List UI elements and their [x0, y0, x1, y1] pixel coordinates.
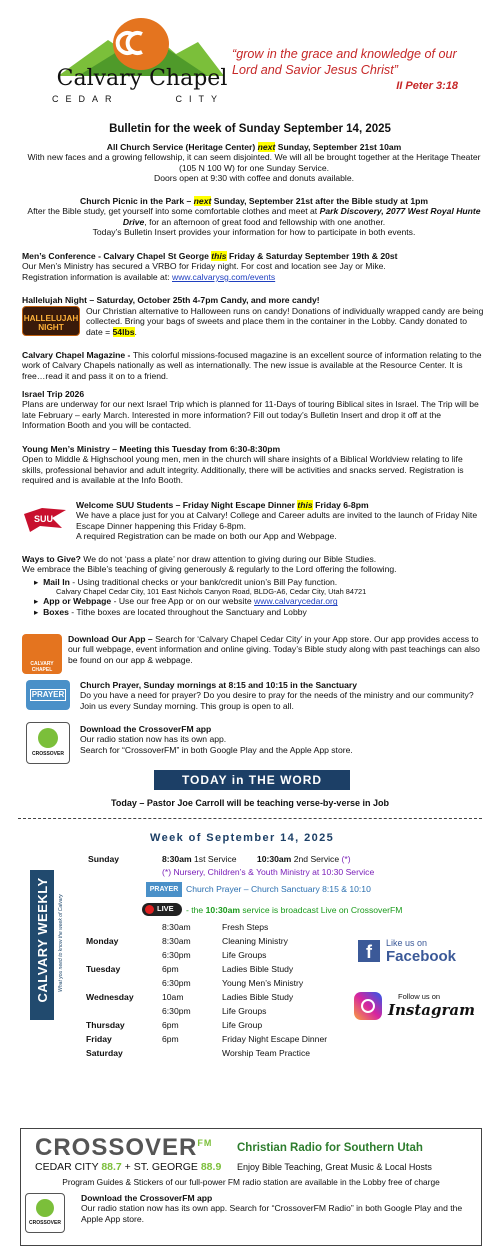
- schedule-day: Friday: [86, 1034, 112, 1044]
- instagram-icon: [354, 992, 382, 1020]
- schedule-time: 8:30am: [162, 936, 191, 946]
- crossover-footer: [20, 1128, 482, 1246]
- freq-cedar: CEDAR CITY: [35, 1161, 102, 1173]
- suu-body: We have a place just for you at Calvary! College and Career adults are invited to the launch of Friday Nite Escape Dinner happening this Friday 6-8pm.: [76, 510, 478, 531]
- giving-app-text: - Use our free App or on our website: [111, 596, 255, 607]
- live-badge: [142, 903, 182, 916]
- all-church-head: All Church Service (Heritage Center): [106, 142, 258, 152]
- schedule-day: [86, 922, 162, 936]
- all-church-date: Sunday, September 21st 10am: [275, 142, 402, 152]
- giving-section: [22, 554, 486, 617]
- bulletin-title: Bulletin for the week of Sunday September 14, 2025: [109, 123, 391, 135]
- schedule-day: Thursday: [86, 1020, 125, 1030]
- live-line-c: service is broadcast Live on CrossoverFM: [240, 905, 403, 915]
- schedule-day: [86, 950, 162, 964]
- giving-p2: We embrace the Bible’s teaching of giving generously & regularly to the Lord offering the following.: [22, 564, 397, 575]
- schedule-event: Cleaning Ministry: [222, 936, 288, 946]
- hallelujah-logo: [22, 306, 80, 336]
- sunday-time-2: 10:30am: [256, 854, 292, 864]
- schedule-event: Fresh Steps: [222, 922, 269, 932]
- schedule-row: [86, 936, 362, 950]
- schedule-row: [86, 950, 362, 964]
- crossover-tagline: Christian Radio for Southern Utah: [237, 1142, 423, 1154]
- sunday-service-1: 1st Service: [191, 854, 237, 864]
- schedule-event: Friday Night Escape Dinner: [222, 1034, 328, 1044]
- hallelujah-head: Hallelujah Night – Saturday, October 25th 4-7pm Candy, and more candy!: [22, 295, 320, 305]
- schedule-row: [86, 922, 362, 936]
- giving-mail-text: - Using traditional checks or your bank/credit union’s Bill Pay function.: [69, 576, 338, 587]
- crossover-brand: [35, 1133, 212, 1162]
- schedule-row: [86, 1006, 362, 1020]
- prayer-icon: [26, 680, 70, 710]
- mens-conference-section: [22, 251, 486, 282]
- schedule-event: Life Groups: [222, 1006, 267, 1016]
- schedule-row: [86, 992, 362, 1006]
- schedule-event: Ladies Bible Study: [222, 992, 294, 1002]
- weekly-sidebar: [30, 870, 54, 1020]
- magazine-section: [22, 350, 486, 381]
- picnic-place: Park Discovery, 2077 West Royal Hunte Drive: [122, 206, 481, 227]
- schedule-row: [86, 964, 362, 978]
- picnic-body-end: , for an afternoon of great food and fellowship with one another.: [144, 216, 386, 227]
- instagram-name: Instagram: [388, 1001, 475, 1019]
- crossover-app-head: Download the CrossoverFM app: [80, 724, 212, 734]
- download-app-head: Download Our App –: [68, 634, 156, 644]
- schedule-event: Young Men’s Ministry: [222, 978, 304, 988]
- crossover-brand-text: CROSSOVER: [35, 1134, 198, 1161]
- schedule-time: 6pm: [162, 964, 179, 974]
- sunday-time-1: 8:30am: [162, 854, 192, 864]
- footer-app-circle-icon: [36, 1199, 54, 1217]
- schedule-event: Life Group: [222, 1020, 263, 1030]
- picnic-section: [22, 196, 486, 238]
- sunday-star: (*): [341, 854, 351, 864]
- picnic-next: next: [193, 196, 212, 206]
- mens-conf-head: Men’s Conference - Calvary Chapel St George: [22, 251, 212, 261]
- schedule-event: Ladies Bible Study: [222, 964, 294, 974]
- giving-app: ▸ App or Webpage - Use our free App or on our website www.calvarycedar.org: [34, 596, 338, 607]
- schedule-time: 10am: [162, 992, 184, 1002]
- suu-head: Welcome SUU Students – Friday Night Escape Dinner: [76, 500, 298, 510]
- logo-name: Calvary Chapel: [56, 66, 228, 91]
- weekly-side-sub: What you need to know the week of Calvary: [57, 894, 64, 992]
- freq-stg: ST. GEORGE: [133, 1161, 201, 1173]
- crossover-app-icon-text: CROSSOVER: [32, 751, 64, 757]
- freq-cedar-num: 88.7: [101, 1161, 122, 1173]
- young-men-head: Young Men’s Ministry – Meeting this Tuesday from 6:30-8:30pm: [22, 444, 281, 454]
- crossover-fm: FM: [197, 1138, 213, 1148]
- mens-conf-reg: Registration information is available at:: [22, 271, 172, 282]
- schedule-time: 8:30am: [162, 922, 191, 932]
- israel-head: Israel Trip 2026: [22, 389, 85, 399]
- download-app-section: [68, 634, 486, 665]
- crossover-app-body: Our radio station now has its own app.: [80, 734, 227, 745]
- all-church-next: next: [257, 142, 276, 152]
- giving-p1: We do not ‘pass a plate’ nor draw attention to giving during our Bible Studies.: [80, 554, 377, 564]
- footer-app-icon-text: CROSSOVER: [29, 1220, 61, 1226]
- divider: [18, 818, 482, 819]
- crossover-sub: Enjoy Bible Teaching, Great Music & Local Hosts: [237, 1162, 432, 1172]
- giving-head: Ways to Give?: [22, 554, 81, 564]
- mens-conf-link[interactable]: www.calvarysg.com/events: [172, 271, 276, 282]
- giving-boxes-label: Boxes: [43, 606, 69, 617]
- giving-boxes-text: - Tithe boxes are located throughout the Sanctuary and Lobby: [68, 606, 307, 617]
- logo: [48, 10, 228, 106]
- schedule-time: 6pm: [162, 1034, 179, 1044]
- prayer-head: Church Prayer, Sunday mornings at 8:15 and 10:15 in the Sanctuary: [80, 680, 357, 690]
- schedule-event: Worship Team Practice: [222, 1048, 311, 1058]
- schedule-day: [86, 978, 162, 992]
- giving-website-link[interactable]: www.calvarycedar.org: [254, 596, 338, 607]
- verse-text: “grow in the grace and knowledge of our Lord and Savior Jesus Christ”: [232, 47, 457, 78]
- israel-body: Plans are underway for our next Israel Trip which is planned for 11-Days of touring Biblical sites in Israel. The Trip will be late February – early March. Interested in more information? Fill out today’s Bulletin Insert and drop it off at the Information Booth and you will be contacted.: [22, 399, 479, 431]
- weekly-side-title: CALVARY WEEKLY: [35, 877, 51, 1003]
- live-dot-icon: [145, 905, 154, 914]
- crossover-app-circle-icon: [38, 728, 58, 748]
- instagram-follow: Follow us on: [398, 992, 441, 1001]
- facebook-badge[interactable]: [358, 938, 468, 972]
- picnic-body: After the Bible study, get yourself into some comfortable clothes and meet at: [27, 206, 320, 217]
- crossover-app-body2: Search for “CrossoverFM” in both Google Play and the Apple App store.: [80, 744, 353, 755]
- prayer-line: Church Prayer – Church Sanctuary 8:15 & 10:10: [186, 884, 371, 894]
- sunday-services: [162, 854, 482, 864]
- prayer-icon-text: PRAYER: [31, 690, 65, 699]
- magazine-head: Calvary Chapel Magazine -: [22, 350, 133, 360]
- suu-logo: [22, 504, 68, 534]
- schedule-day: [86, 1006, 162, 1020]
- facebook-name: Facebook: [386, 948, 457, 965]
- schedule-day: Saturday: [86, 1048, 123, 1058]
- all-church-body: With new faces and a growing fellowship, it can seem disjointed. We will all be brought together at the Heritage Theater (105 N 100 W) for one Sunday Service.: [27, 152, 481, 173]
- giving-app-label: App or Webpage: [43, 596, 112, 607]
- giving-boxes: ▸ Boxes - Tithe boxes are located throughout the Sanctuary and Lobby: [34, 606, 307, 617]
- hallelujah-logo-text: HALLELUJAH NIGHT: [23, 314, 79, 333]
- giving-mail-address: Calvary Chapel Cedar City, 101 East Nichols Canyon Road, BLDG-A6, Cedar City, Utah 84721: [56, 587, 367, 597]
- prayer-badge: PRAYER: [146, 882, 182, 897]
- picnic-insert: Today’s Bulletin Insert provides your information for how to participate in both events.: [92, 227, 416, 238]
- schedule-event: Life Groups: [222, 950, 267, 960]
- schedule-time: 6:30pm: [162, 978, 191, 988]
- facebook-icon: f: [358, 940, 380, 962]
- nursery-note: (*) Nursery, Children’s & Youth Ministry at 10:30 Service: [162, 867, 375, 877]
- facebook-like: Like us on: [386, 938, 428, 948]
- sunday-service-2: 2nd Service: [291, 854, 342, 864]
- prayer-body: Do you have a need for prayer? Do you desire to pray for the needs of the ministry and our community? Join us every Sunday morning. This group is open to all.: [80, 690, 474, 711]
- download-app-body: Search for ‘Calvary Chapel Cedar City’ in your App store. Our app provides access to our full webpage, event information and online giving. Today’s Bible study along with past teachings can also be found on our app & webpage.: [68, 634, 480, 665]
- schedule-day: Monday: [86, 936, 119, 946]
- picnic-head: Church Picnic in the Park –: [80, 196, 194, 206]
- live-line: [186, 905, 402, 915]
- israel-section: [22, 389, 486, 431]
- schedule-row: [86, 978, 362, 992]
- mens-conf-body: Our Men’s Ministry has secured a VRBO for Friday night. For cost and location see Jay or Mike.: [22, 261, 386, 272]
- schedule-time: 6:30pm: [162, 1006, 191, 1016]
- app-icon: [22, 634, 62, 674]
- crossover-app-section: [80, 724, 486, 755]
- footer-app-head: Download the CrossoverFM app: [81, 1193, 213, 1203]
- schedule-day: Tuesday: [86, 964, 121, 974]
- crossover-guides: Program Guides & Stickers of our full-power FM radio station are available in the Lobby free of charge: [62, 1177, 440, 1187]
- suu-this: this: [297, 500, 313, 510]
- freq-stg-num: 88.9: [200, 1161, 222, 1173]
- suu-time: Friday 6-8pm: [312, 500, 369, 510]
- picnic-date: Sunday, September 21st after the Bible study at 1pm: [211, 196, 428, 206]
- footer-app-body: Our radio station now has its own app. Search for “CrossoverFM Radio” in both Google Play and the Apple App store.: [81, 1203, 463, 1224]
- magazine-body: This colorful missions-focused magazine is an excellent source of information relating to the work of Calvary Chapels nationally as well as internationally. The new issue is available at the Resource Center. It is free…read it and pass it on to a friend.: [22, 350, 482, 381]
- young-men-section: [22, 444, 486, 486]
- live-line-b: 10:30am: [205, 905, 240, 915]
- today-word-line: Today – Pastor Joe Carroll will be teaching verse-by-verse in Job: [111, 798, 389, 808]
- all-church-section: [22, 142, 486, 184]
- instagram-badge[interactable]: [354, 990, 474, 1026]
- hallelujah-end: .: [134, 326, 137, 337]
- week-schedule: [86, 922, 362, 1062]
- logo-city: CEDAR CITY: [51, 94, 224, 104]
- suu-body2: A required Registration can be made on both our App and Webpage.: [76, 531, 337, 542]
- crossover-app-icon: [26, 722, 70, 764]
- freq-plus: +: [121, 1161, 134, 1173]
- live-badge-text: LIVE: [157, 904, 174, 913]
- schedule-row: [86, 1020, 362, 1034]
- schedule-time: 6pm: [162, 1020, 179, 1030]
- today-word-banner: TODAY in THE WORD: [154, 770, 350, 790]
- live-line-a: - the: [186, 905, 206, 915]
- schedule-day: Wednesday: [86, 992, 134, 1002]
- sunday-label: Sunday: [88, 854, 120, 864]
- app-icon-text: CALVARY CHAPEL: [30, 661, 54, 674]
- mens-conf-this: this: [211, 251, 227, 261]
- week-title: Week of September 14, 2025: [150, 832, 335, 844]
- mens-conf-date: Friday & Saturday September 19th & 20st: [226, 251, 398, 261]
- footer-app-text: [81, 1193, 477, 1224]
- verse-ref: II Peter 3:18: [396, 80, 458, 92]
- prayer-section: [80, 680, 486, 711]
- giving-mail: ▸ Mail In - Using traditional checks or your bank/credit union’s Bill Pay function.: [34, 576, 338, 587]
- young-men-body: Open to Middle & Highschool young men, men in the church will share insights of a Biblical Worldview relating to life skills, professional behavior and adult integrity. Additionally, there will be activities and snacks served. Registration is required and is available at the Info Booth.: [22, 454, 464, 486]
- schedule-time: [162, 1048, 222, 1062]
- suu-logo-text: SUU: [34, 514, 54, 524]
- giving-mail-label: Mail In: [43, 576, 70, 587]
- all-church-doors: Doors open at 9:30 with coffee and donuts available.: [153, 173, 355, 184]
- hallelujah-body: Our Christian alternative to Halloween runs on candy! Donations of individually wrapped candy are being collected. Bring your bags of sweets and place them in the container in the Lobby. Candy donated to date =: [86, 306, 484, 337]
- hallelujah-body-wrap: [86, 306, 486, 337]
- schedule-row: [86, 1048, 362, 1062]
- schedule-row: [86, 1034, 362, 1048]
- suu-section: [76, 500, 486, 542]
- candy-amount: 54lbs: [112, 326, 135, 337]
- crossover-freq: [35, 1161, 221, 1174]
- footer-app-icon: [25, 1193, 65, 1233]
- schedule-time: 6:30pm: [162, 950, 191, 960]
